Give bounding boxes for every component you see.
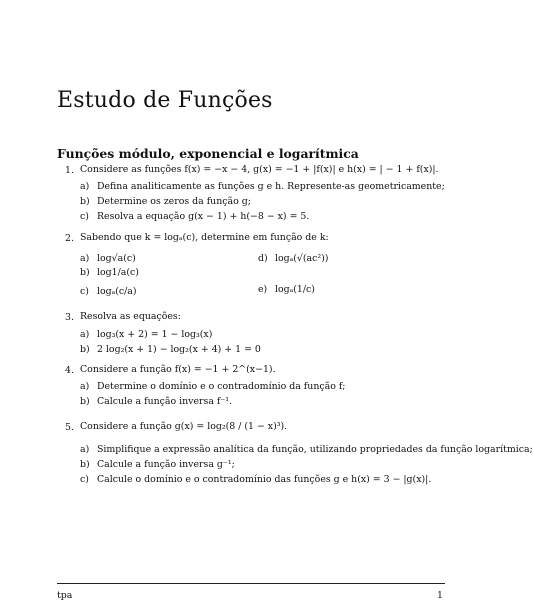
q5b-item	[80, 460, 235, 469]
footer-rule	[57, 583, 445, 584]
q1a-item	[80, 182, 445, 191]
q5a-text: Simplifique a expressão analítica da função, utilizando propriedades da função logarítmica;	[96, 444, 533, 455]
q3b-text: 2 log₂(x + 1) − log₂(x + 4) + 1 = 0	[96, 344, 261, 355]
q1-number: 1.	[65, 165, 74, 176]
q1a-text: Defina analiticamente as funções g e h. Represente-as geometricamente;	[96, 181, 445, 192]
q2e-label: e)	[258, 284, 268, 295]
q1a-label: a)	[80, 181, 90, 192]
q2c-label: c)	[80, 286, 89, 297]
q4b-item	[80, 397, 232, 406]
q5c-label: c)	[80, 474, 89, 485]
q2a-item	[80, 254, 136, 263]
q2e-text: logₐ(1/c)	[274, 284, 315, 295]
q5a-item	[80, 445, 533, 454]
q5a-label: a)	[80, 444, 90, 455]
q2b-item	[80, 268, 139, 277]
q2c-item	[80, 287, 137, 296]
q4a-item	[80, 382, 345, 391]
q3b-label: b)	[80, 344, 90, 355]
q4a-text: Determine o domínio e o contradomínio da função f;	[96, 381, 346, 392]
q4-text: Considere a função f(x) = −1 + 2^(x−1).	[80, 364, 276, 375]
q3a-label: a)	[80, 329, 90, 340]
q1-text: Considere as funções f(x) = −x − 4, g(x) = −1 + |f(x)| e h(x) = | − 1 + f(x)|.	[80, 164, 439, 175]
q5-text: Considere a função g(x) = log₂(8 / (1 − x)³).	[80, 421, 288, 432]
q5c-text: Calcule o domínio e o contradomínio das funções g e h(x) = 3 − |g(x)|.	[96, 474, 432, 485]
section-heading: Funções módulo, exponencial e logarítmica	[57, 146, 359, 161]
q2d-item	[258, 254, 328, 263]
q3b-item	[80, 345, 261, 354]
q4b-text: Calcule a função inversa f⁻¹.	[96, 396, 233, 407]
q2d-text: logₐ(√(ac²))	[274, 253, 329, 264]
q4b-label: b)	[80, 396, 90, 407]
page-number: 1	[437, 590, 443, 601]
q1c-item	[80, 212, 309, 221]
q5-number: 5.	[65, 422, 74, 433]
q3-number: 3.	[65, 312, 74, 323]
document-title: Estudo de Funções	[57, 88, 273, 113]
q2-text: Sabendo que k = logₐ(c), determine em função de k:	[80, 232, 329, 243]
q2c-text: logₐ(c/a)	[96, 286, 137, 297]
q5b-label: b)	[80, 459, 90, 470]
q1c-label: c)	[80, 211, 89, 222]
q3a-item	[80, 330, 212, 339]
footer-left-text: tpa	[57, 590, 73, 601]
q3-text: Resolva as equações:	[80, 311, 181, 322]
q1b-item	[80, 197, 251, 206]
q3a-text: log₃(x + 2) = 1 − log₃(x)	[96, 329, 213, 340]
q1b-label: b)	[80, 196, 90, 207]
q2b-label: b)	[80, 267, 90, 278]
q1c-text: Resolva a equação g(x − 1) + h(−8 − x) = 5.	[96, 211, 310, 222]
q4a-label: a)	[80, 381, 90, 392]
q2b-text: log1/a(c)	[96, 267, 139, 278]
q4-number: 4.	[65, 365, 74, 376]
q2a-text: log√a(c)	[96, 253, 136, 264]
q2d-label: d)	[258, 253, 268, 264]
q2e-item	[258, 285, 315, 294]
q5b-text: Calcule a função inversa g⁻¹;	[96, 459, 235, 470]
q2-number: 2.	[65, 233, 74, 244]
q5c-item	[80, 475, 431, 484]
q1b-text: Determine os zeros da função g;	[96, 196, 251, 207]
q2a-label: a)	[80, 253, 90, 264]
